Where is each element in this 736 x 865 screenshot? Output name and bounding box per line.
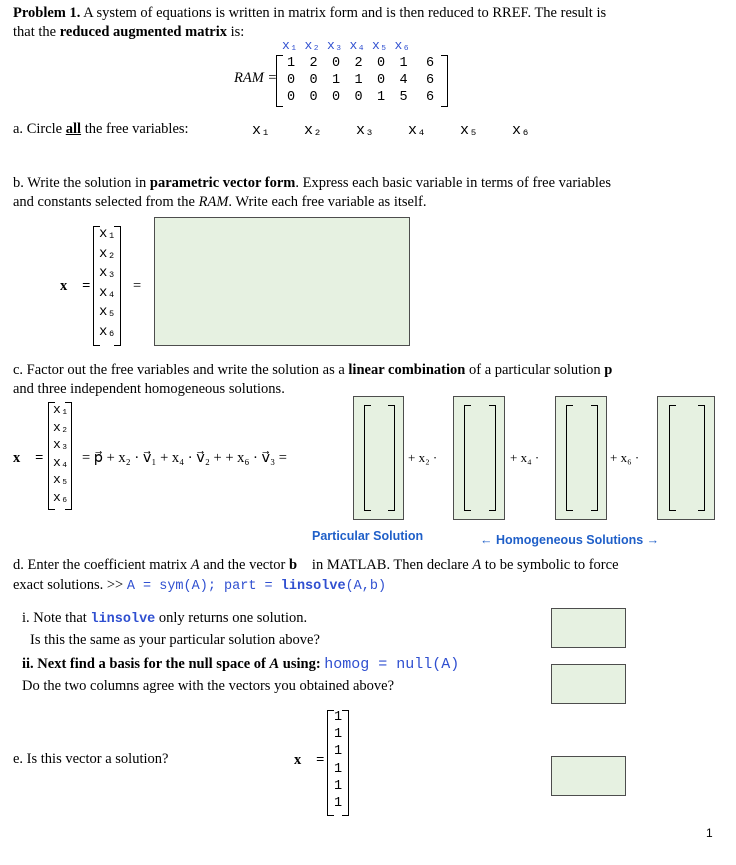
part-a-pre: Circle: [23, 121, 66, 137]
problem-intro: [13, 5, 728, 22]
vector-entry: x₅: [99, 304, 116, 320]
ram-cell: 2: [309, 56, 318, 71]
part-a-post: the free variables:: [81, 121, 189, 137]
part-d-ii-pre: ii. Next find a basis for the null space of: [22, 656, 270, 672]
ram-cell: 1: [399, 56, 408, 71]
ram-header-2: x₂: [304, 38, 321, 53]
ram-cell: 6: [426, 56, 435, 71]
ram-header-4: x₄: [349, 38, 366, 53]
part-b-pre: b. Write the solution in: [13, 175, 150, 191]
free-var-x6: x₆: [512, 122, 531, 139]
part-d-l2-pre: exact solutions. >>: [13, 577, 127, 593]
part-c-post: of a particular solution: [465, 362, 605, 378]
part-d-ii-line1: [22, 656, 459, 673]
ram-header-6: x₆: [394, 38, 411, 53]
part-d-post: to be symbolic to force: [481, 557, 619, 573]
part-d-mid2: in MATLAB. Then declare: [308, 557, 473, 573]
code-sym-part: A = sym(A); part =: [126, 579, 281, 594]
ram-cell: 1: [287, 56, 296, 71]
ram-cell: 6: [426, 73, 435, 88]
plus-x2: + x₂ ·: [408, 450, 438, 465]
is-solution-answer-box[interactable]: [551, 756, 626, 796]
parametric-answer-box[interactable]: [154, 217, 410, 346]
part-b-xvec: x⃗ =: [60, 278, 91, 294]
intro-b-bold: reduced augmented matrix: [59, 24, 227, 40]
part-d-line1: [13, 557, 733, 574]
part-d-A2: A: [472, 557, 482, 573]
part-b-post: . Express each basic variable in terms of free variables: [295, 175, 611, 191]
ram-cell: 1: [354, 73, 363, 88]
ram-header-5: x₅: [372, 38, 388, 53]
ram-header-3: x₃: [327, 38, 343, 53]
part-c-bold: linear combination: [348, 362, 466, 378]
particular-solution-box[interactable]: [353, 396, 404, 520]
part-c-xvec: x⃗ =: [13, 450, 44, 466]
ram-cell: 2: [354, 56, 363, 71]
vector-entry: 1: [334, 744, 343, 760]
ram-cell: 4: [399, 73, 408, 88]
ram-cell: 0: [377, 73, 386, 88]
part-b-line2: [13, 194, 426, 211]
ram-matrix: [276, 55, 448, 107]
part-d-line2: [13, 577, 386, 594]
same-particular-answer-box[interactable]: [551, 608, 626, 648]
part-d-bvec: b⃗: [288, 557, 309, 573]
part-d-ii-code: homog = null(A): [324, 656, 460, 673]
ram-cell: 5: [399, 90, 408, 105]
part-d-i-pre: i. Note that: [22, 610, 91, 626]
vector-entry: x₄: [53, 454, 69, 470]
vector-entry: 1: [334, 727, 343, 743]
free-var-x2: x₂: [304, 122, 323, 139]
part-e-vector: [327, 710, 349, 816]
free-var-x5: x₅: [460, 122, 479, 139]
plus-x4: + x₄ ·: [510, 450, 540, 465]
ram-cell: 0: [354, 90, 363, 105]
ram-cell: 1: [377, 90, 386, 105]
vector-entry: x₅: [53, 472, 69, 487]
ram-label: RAM =: [234, 70, 278, 86]
ram-cell: 0: [287, 90, 296, 105]
vector-entry: 1: [334, 778, 343, 794]
part-c-variable-vector: [48, 402, 72, 510]
free-var-x1: x₁: [252, 122, 271, 139]
part-b-ram: RAM: [198, 194, 229, 210]
part-b-bold: parametric vector form: [149, 175, 296, 191]
part-d-i-line2: Is this the same as your particular solution above?: [30, 632, 320, 648]
vector-entry: x₃: [99, 265, 116, 281]
ram-cell: 0: [309, 90, 318, 105]
vector-entry: 1: [334, 761, 343, 777]
ram-cell: 0: [332, 90, 341, 105]
ram-cell: 6: [426, 90, 435, 105]
columns-agree-answer-box[interactable]: [551, 664, 626, 704]
page-number: 1: [706, 826, 713, 840]
ram-cell: 0: [377, 56, 386, 71]
vector-entry: x₆: [99, 323, 116, 340]
part-b-variable-vector: [93, 226, 121, 346]
part-c-line2: and three independent homogeneous solutions.: [13, 381, 285, 397]
part-a-all: all: [65, 121, 82, 137]
vector-entry: x₂: [99, 245, 116, 262]
vector-entry: 1: [334, 796, 343, 811]
free-var-x4: x₄: [408, 122, 427, 139]
ram-header-1: x₁: [282, 38, 298, 53]
homogeneous-solutions-label: ← Homogeneous Solutions →: [480, 533, 660, 547]
vector-entry: x₂: [53, 419, 69, 435]
part-d-ii-line2: Do the two columns agree with the vectors you obtained above?: [22, 678, 395, 694]
part-d-pre: d. Enter the coefficient matrix: [13, 557, 191, 573]
code-linsolve: linsolve: [280, 579, 346, 594]
vector-entry: x₆: [53, 489, 69, 505]
part-b-l2-post: . Write each free variable as itself.: [228, 194, 427, 210]
problem-intro-a: A system of equations is written in matrix form and is then reduced to RREF. The result is: [80, 5, 607, 21]
part-b-l2-pre: and constants selected from the: [13, 194, 199, 210]
free-variable-choices: [0, 122, 736, 142]
problem-intro-line2: [13, 24, 244, 41]
part-c-pre: c. Factor out the free variables and write the solution as a: [13, 362, 349, 378]
part-d-i-line1: [22, 610, 307, 627]
vector-entry: 1: [334, 710, 343, 725]
vector-entry: x₁: [53, 402, 69, 417]
vector-entry: x₁: [99, 226, 116, 242]
part-c-expression: = p⃗ + x₂ · v⃗₁ + x₄ · v⃗₂ + + x₆ · v⃗₃ =: [82, 450, 287, 466]
code-args: (A,b): [345, 579, 387, 594]
part-e-xvec: x⃗ =: [294, 752, 325, 768]
problem-label: Problem 1.: [13, 5, 81, 21]
part-b-equals: =: [133, 278, 142, 294]
homogeneous-v3-box[interactable]: [657, 396, 715, 520]
part-e-text: e. Is this vector a solution?: [13, 751, 169, 767]
part-d-mid: and the vector: [199, 557, 289, 573]
homogeneous-v2-box[interactable]: [555, 396, 607, 520]
part-d-A: A: [190, 557, 200, 573]
ram-cell: 0: [287, 73, 296, 88]
part-a-label: a.: [13, 121, 24, 137]
part-b-line1: [13, 175, 728, 192]
part-d-ii-A: A: [269, 656, 280, 672]
ram-headers: [282, 38, 442, 56]
intro-b-post: is:: [227, 24, 245, 40]
particular-solution-label: Particular Solution: [312, 529, 424, 543]
vector-entry: x₃: [53, 437, 69, 452]
ram-cell: 0: [332, 56, 341, 71]
intro-b-pre: that the: [13, 24, 60, 40]
homogeneous-v1-box[interactable]: [453, 396, 505, 520]
free-var-x3: x₃: [356, 122, 375, 139]
part-d-i-code: linsolve: [90, 612, 156, 627]
part-c-line1: [13, 362, 728, 379]
part-d-i-post: only returns one solution.: [155, 610, 308, 626]
plus-x6: + x₆ ·: [610, 450, 640, 465]
part-d-ii-mid: using:: [279, 656, 325, 672]
vector-entry: x₄: [99, 284, 116, 301]
ram-cell: 0: [309, 73, 318, 88]
ram-cell: 1: [332, 73, 341, 88]
part-c-pvec: p⃗: [604, 362, 624, 378]
